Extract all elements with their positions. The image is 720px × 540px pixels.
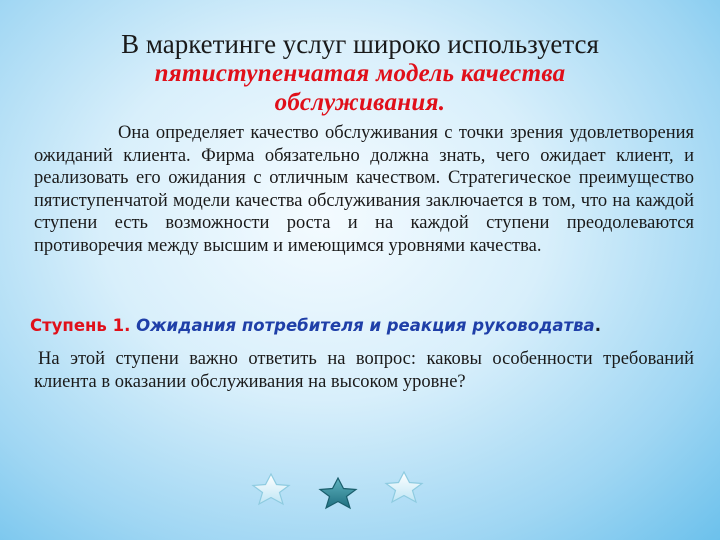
star-icon <box>386 472 422 502</box>
title-accent-line-2: обслуживания. <box>274 89 446 116</box>
step-number: Ступень 1. <box>30 316 131 335</box>
title-line: В маркетинге услуг широко используется <box>121 29 599 59</box>
step-title: Ожидания потребителя и реакция руководатва <box>136 316 595 335</box>
slide-title <box>30 30 690 117</box>
star-icon <box>320 478 356 508</box>
step-paragraph: На этой ступени важно ответить на вопрос: каковы особенности требований клиента в оказании обслуживания на высоком уровне? <box>34 349 694 392</box>
title-accent-line-1: пятиступенчатая модель качества <box>154 60 566 87</box>
step-heading <box>30 316 700 335</box>
star-icon <box>253 474 289 504</box>
intro-paragraph: Она определяет качество обслуживания с точки зрения удовлетворения ожиданий клиента. Фирма обязательно должна знать, чего ожидает клиент, и реализовать его ожидания с отличным качеством. Стратегическое преимущество пятиступенчатой модели качества обслуживания заключается в том, что на каждой ступени есть возможности роста и на каждой ступени преодолеваются противоречия между высшим и имеющимся уровнями качества. <box>34 123 694 256</box>
step-end-mark: . <box>594 316 601 335</box>
